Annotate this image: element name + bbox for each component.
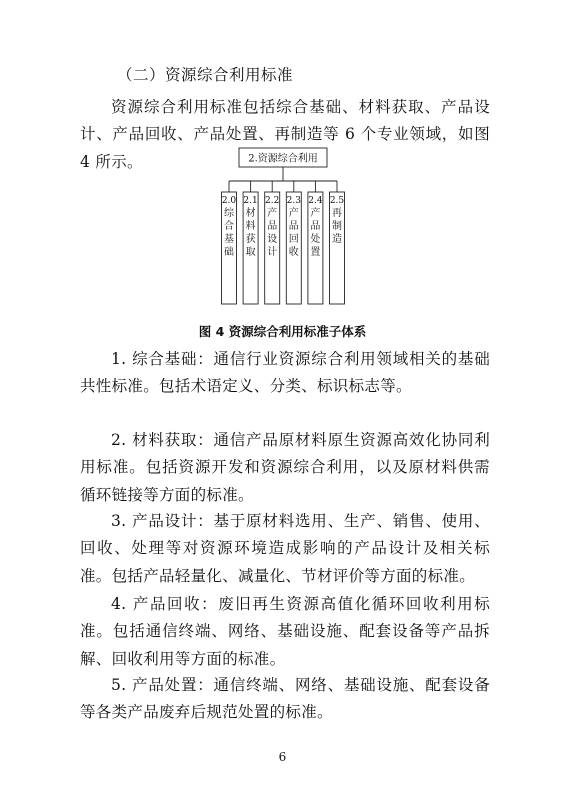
list-item-2: 2. 材料获取：通信产品原材料原生资源高效化协同利用标准。包括资源开发和资源综合利用，以及原材料供需循环链接等方面的标准。 [80,431,490,504]
standards-subsystem-diagram [0,0,565,340]
diagram-child-char-5-0: 再 [332,208,342,219]
diagram-child-char-0-0: 综 [224,208,234,219]
list-item-3: 3. 产品设计：基于原材料选用、生产、销售、使用、回收、处理等对资源环境造成影响的产品设计及相关标准。包括产品轻量化、减量化、节材评价等方面的标准。 [80,512,490,585]
section-heading: （二）资源综合利用标准 [117,66,294,84]
diagram-child-char-3-3: 收 [288,247,299,258]
diagram-child-char-4-2: 处 [310,234,321,245]
diagram-child-char-2-1: 品 [267,221,278,232]
diagram-child-char-4-3: 置 [310,247,321,258]
diagram-child-char-3-0: 产 [288,208,299,219]
diagram-root-label: 2.资源综合利用 [248,153,318,165]
diagram-child-char-1-2: 获 [245,234,256,245]
diagram-child-char-4-0: 产 [310,208,321,219]
diagram-child-char-0-2: 基 [224,234,234,245]
diagram-child-code-0: 2.0 [221,196,237,206]
diagram-child-char-1-1: 料 [245,221,256,232]
diagram-child-code-1: 2.1 [243,196,258,206]
list-item-4: 4. 产品回收：废旧再生资源高值化循环回收利用标准。包括通信终端、网络、基础设施、配套设备等产品拆解、回收利用等方面的标准。 [80,595,490,668]
diagram-child-char-0-3: 础 [224,247,234,258]
page-number: 6 [278,750,287,764]
diagram-children [222,181,345,304]
figure-caption: 图 4 资源综合利用标准子体系 [198,324,367,339]
intro-paragraph: 资源综合利用标准包括综合基础、材料获取、产品设计、产品回收、产品处置、再制造等 6 个专业领域，如图 4 所示。 [80,98,490,171]
diagram-child-code-3: 2.3 [286,196,301,206]
diagram-child-char-1-0: 材 [245,208,256,219]
list-item-5: 5. 产品处置：通信终端、网络、基础设施、配套设备等各类产品废弃后规范处置的标准。 [80,676,490,722]
diagram-child-char-3-1: 品 [288,221,299,232]
diagram-child-code-5: 2.5 [329,196,345,206]
diagram-child-char-4-1: 品 [310,221,321,232]
diagram-child-char-5-1: 制 [332,221,342,232]
diagram-child-char-2-3: 计 [267,247,278,258]
diagram-child-char-0-1: 合 [224,221,234,232]
diagram-child-char-2-0: 产 [267,208,278,219]
diagram-child-code-4: 2.4 [308,196,323,206]
diagram-child-char-3-2: 回 [288,234,299,245]
diagram-child-code-2: 2.2 [265,196,280,206]
diagram-child-char-1-3: 取 [245,247,256,258]
diagram-child-char-2-2: 设 [267,234,278,245]
diagram-child-char-5-2: 造 [332,234,342,245]
list-item-1: 1. 综合基础：通信行业资源综合利用领域相关的基础共性标准。包括术语定义、分类、标识标志等。 [80,350,490,396]
